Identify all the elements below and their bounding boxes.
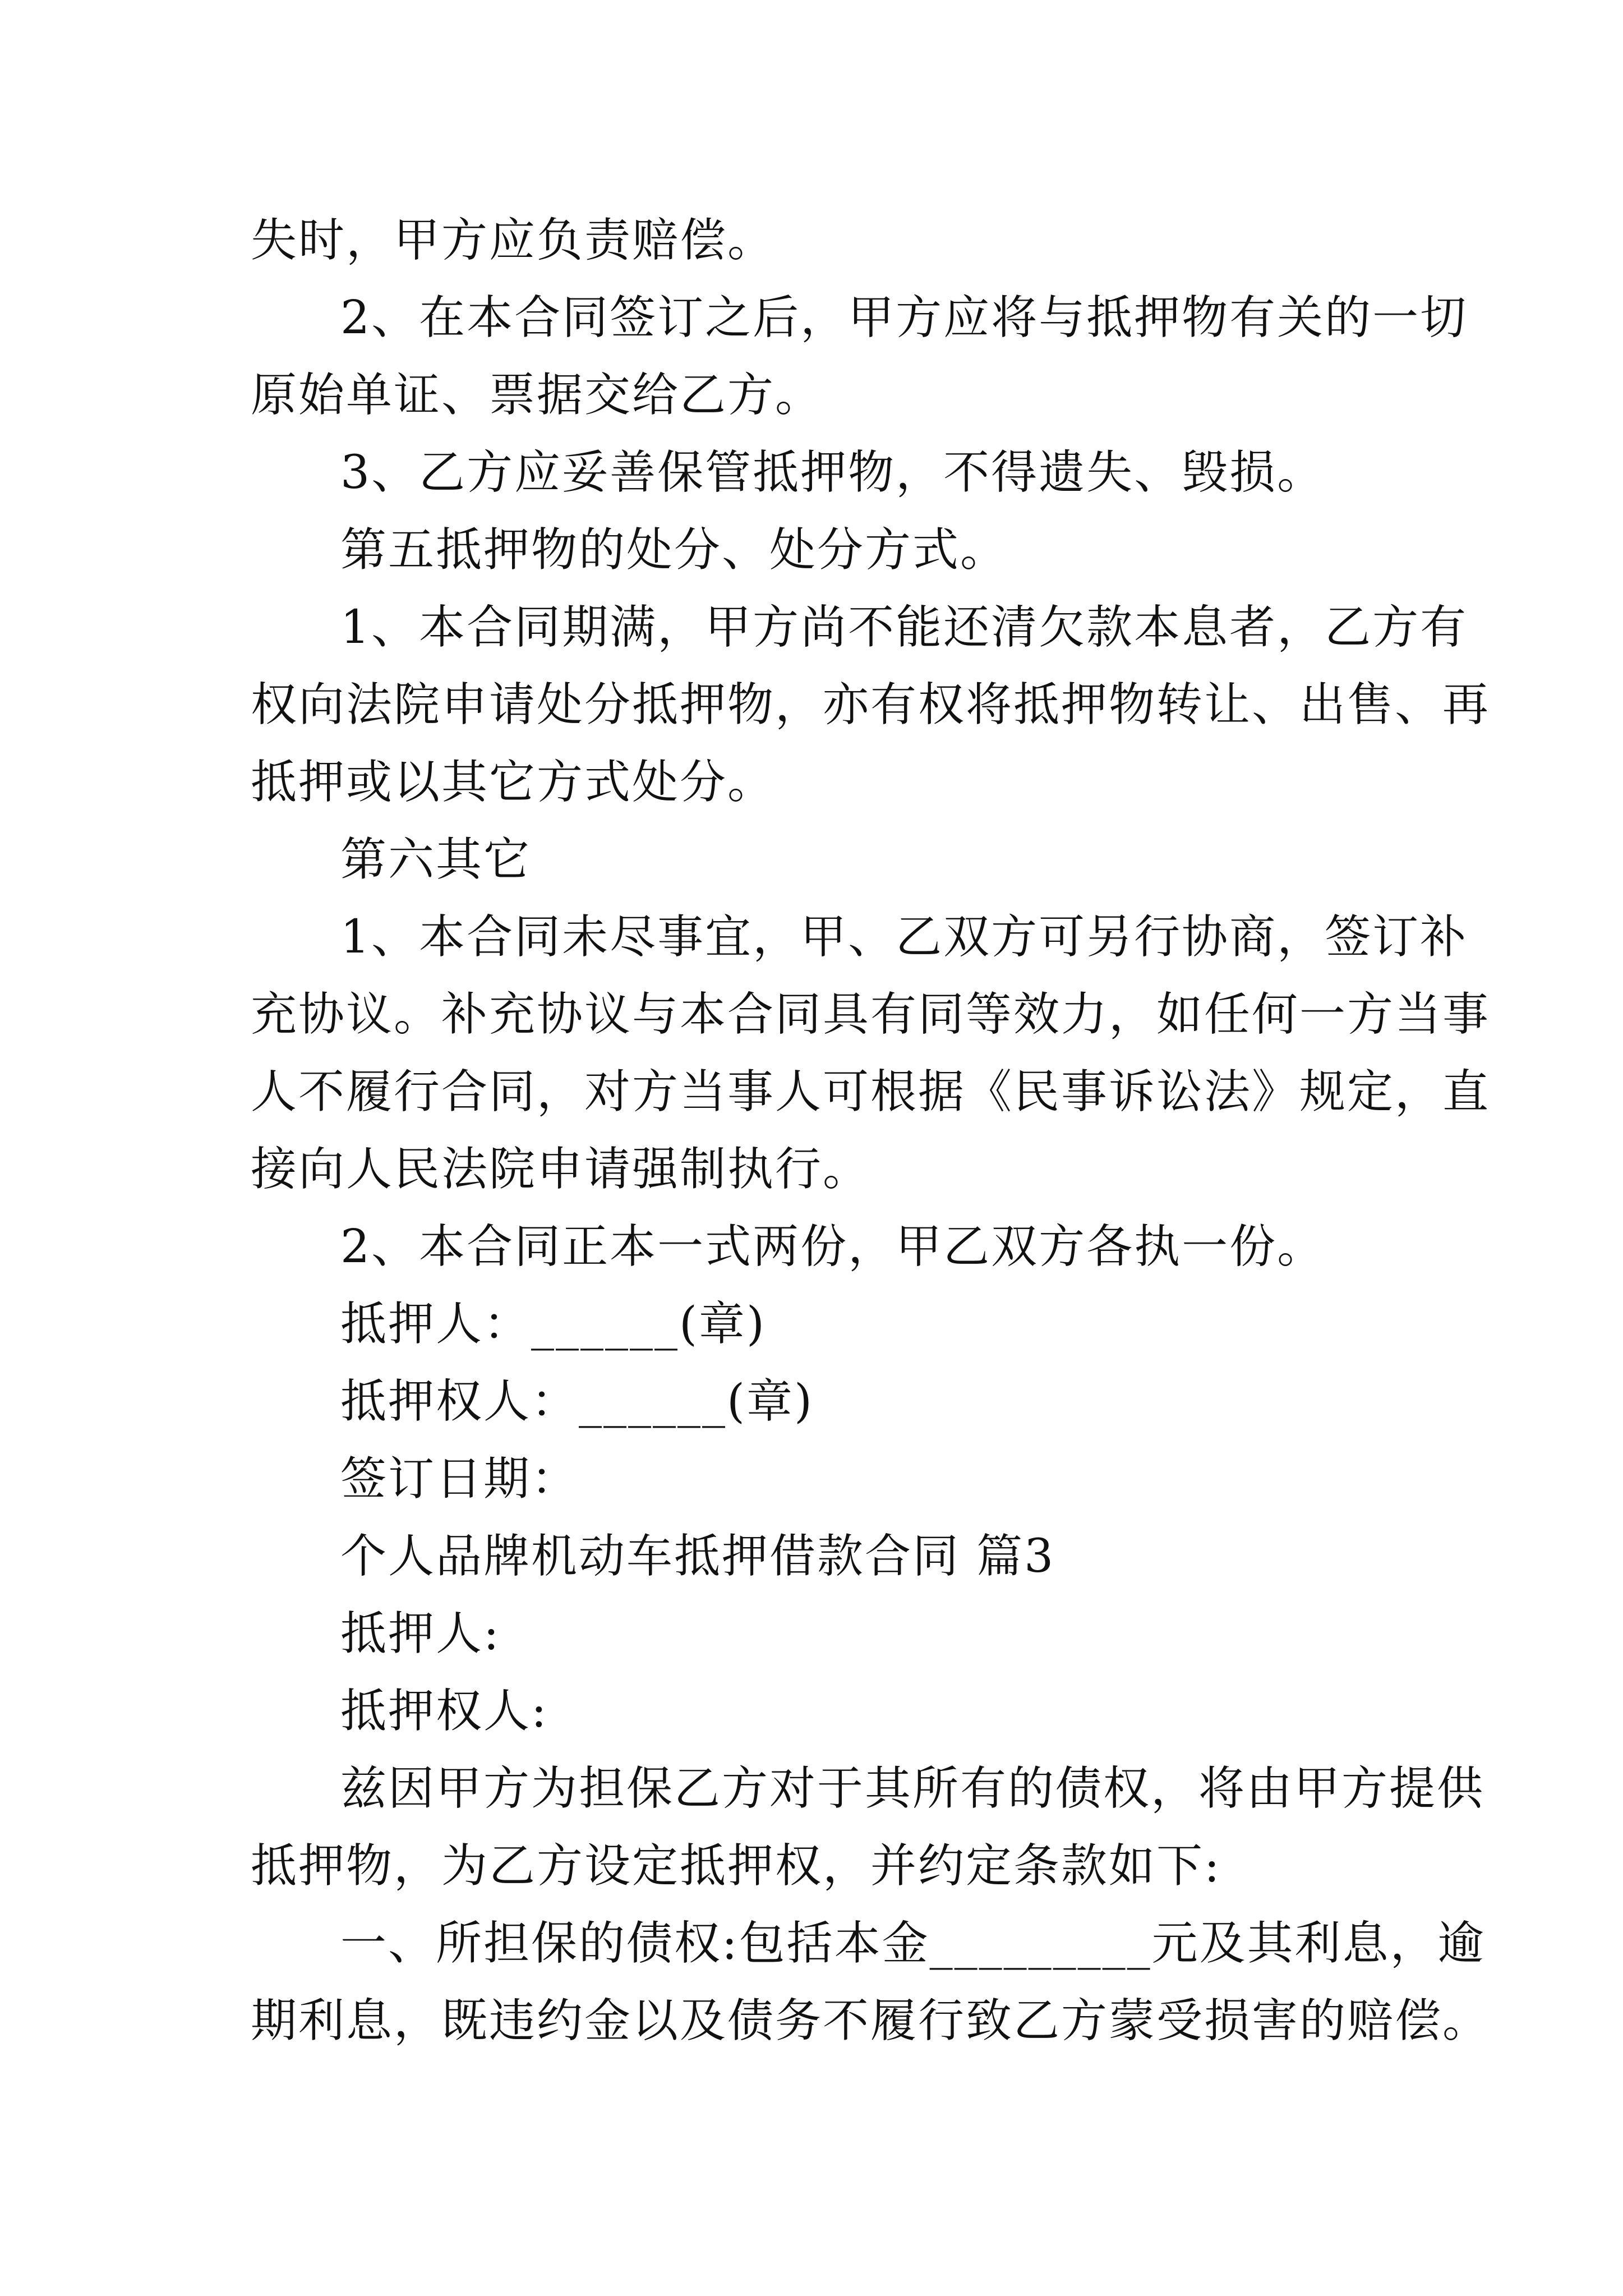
- text-line: 1、本合同未尽事宜，甲、乙双方可另行协商，签订补: [340, 910, 1468, 964]
- text-line: 签订日期：: [340, 1452, 579, 1506]
- text-line: 接向人民法院申请强制执行。: [251, 1143, 871, 1196]
- text-line: 2、本合同正本一式两份，甲乙双方各执一份。: [340, 1220, 1325, 1273]
- text-line: 1、本合同期满，甲方尚不能还清欠款本息者，乙方有: [340, 601, 1468, 654]
- text-line: 充协议。补充协议与本合同具有同等效力，如任何一方当事: [251, 988, 1491, 1041]
- text-line: 兹因甲方为担保乙方对于其所有的债权，将由甲方提供: [340, 1762, 1485, 1815]
- text-line: 一、所担保的债权:包括本金_________元及其利息，逾: [340, 1917, 1486, 1970]
- text-line: 抵押人:: [340, 1607, 501, 1660]
- document-body: [251, 202, 1491, 2060]
- text-line: 失时，甲方应负责赔偿。: [251, 214, 776, 267]
- text-line: 抵押人：______(章): [340, 1297, 766, 1351]
- text-line: 第六其它: [340, 833, 532, 886]
- text-line: 抵押权人:: [340, 1685, 548, 1738]
- text-line: 第五抵押物的处分、处分方式。: [340, 523, 1008, 577]
- text-line: 人不履行合同，对方当事人可根据《民事诉讼法》规定，直: [251, 1065, 1491, 1119]
- text-line: 3、乙方应妥善保管抵押物，不得遗失、毁损。: [340, 446, 1325, 499]
- text-line: 抵押物，为乙方设定抵押权，并约定条款如下:: [251, 1839, 1221, 1893]
- text-line: 2、在本合同签订之后，甲方应将与抵押物有关的一切: [340, 291, 1468, 344]
- text-line: 权向法院申请处分抵押物，亦有权将抵押物转让、出售、再: [251, 678, 1491, 731]
- text-line: 抵押或以其它方式处分。: [251, 756, 776, 809]
- text-line: 个人品牌机动车抵押借款合同 篇3: [340, 1530, 1055, 1583]
- text-line: 原始单证、票据交给乙方。: [251, 369, 823, 422]
- text-line: 抵押权人：______(章): [340, 1375, 814, 1428]
- text-line: 期利息，既违约金以及债务不履行致乙方蒙受损害的赔偿。: [251, 1994, 1491, 2047]
